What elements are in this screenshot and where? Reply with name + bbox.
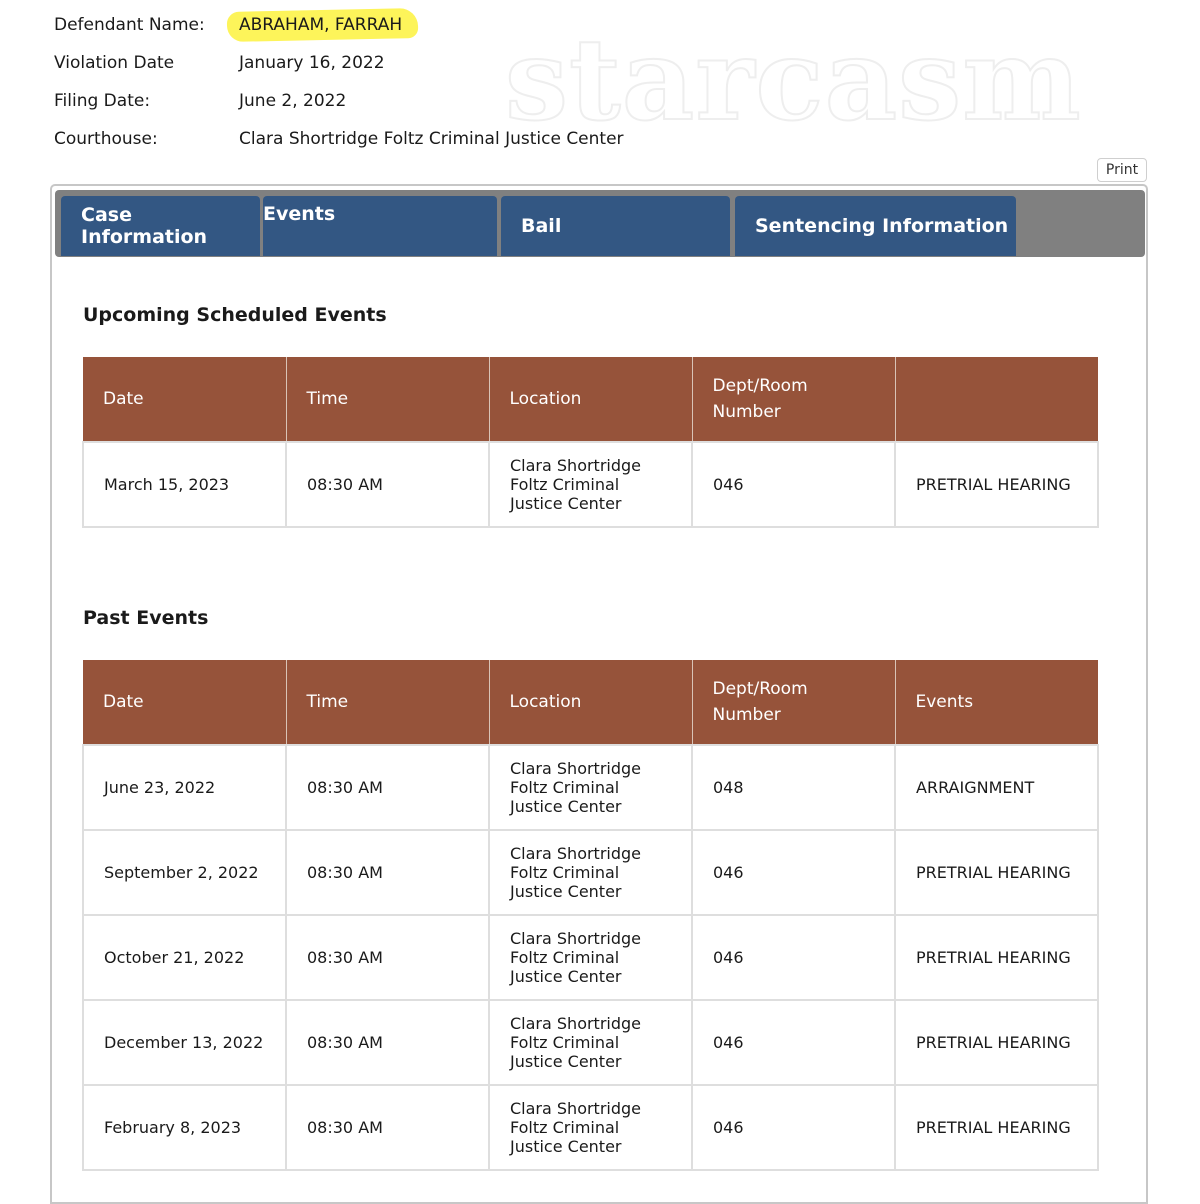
event-date: September 2, 2022	[83, 830, 286, 915]
past-events-title: Past Events	[83, 607, 209, 629]
event-date: December 13, 2022	[83, 1000, 286, 1085]
column-header-event	[895, 357, 1098, 442]
event-type: PRETRIAL HEARING	[895, 1000, 1098, 1085]
tab-events-label: Events	[263, 203, 336, 225]
event-time: 08:30 AM	[286, 1085, 489, 1170]
table-row	[83, 915, 1098, 1000]
print-button[interactable]: Print	[1097, 158, 1147, 182]
tab-sentencing-information[interactable]: Sentencing Information	[735, 196, 1016, 256]
event-type: PRETRIAL HEARING	[895, 915, 1098, 1000]
event-date-cell	[83, 442, 286, 527]
event-location: Clara Shortridge Foltz Criminal Justice Center	[489, 442, 692, 527]
event-location: Clara Shortridge Foltz Criminal Justice Center	[489, 830, 692, 915]
event-location: Clara Shortridge Foltz Criminal Justice Center	[489, 1085, 692, 1170]
table-row	[83, 1000, 1098, 1085]
event-date: October 21, 2022	[83, 915, 286, 1000]
column-header-time: Time	[286, 357, 489, 442]
event-type: PRETRIAL HEARING	[916, 475, 1071, 494]
defendant-value: ABRAHAM, FARRAH	[239, 15, 403, 35]
tab-bail[interactable]: Bail	[501, 196, 730, 256]
filing-date-label: Filing Date:	[54, 91, 151, 111]
event-dept: 046	[692, 1085, 895, 1170]
event-date-highlight	[98, 475, 235, 494]
event-dept: 046	[692, 442, 895, 527]
defendant-value-highlight	[233, 15, 408, 35]
event-time: 08:30 AM	[286, 442, 489, 527]
filing-date-value: June 2, 2022	[239, 91, 347, 111]
filing-date-row	[54, 82, 624, 120]
upcoming-events-table	[82, 357, 1099, 528]
event-dept: 046	[692, 915, 895, 1000]
column-header-location: Location	[489, 357, 692, 442]
courthouse-label: Courthouse:	[54, 129, 158, 149]
event-time: 08:30 AM	[286, 915, 489, 1000]
column-header-events: Events	[895, 660, 1098, 745]
upcoming-header-row	[83, 357, 1098, 442]
past-header-row	[83, 660, 1098, 745]
event-location: Clara Shortridge Foltz Criminal Justice Center	[489, 915, 692, 1000]
event-type: PRETRIAL HEARING	[895, 1085, 1098, 1170]
column-header-dept-room: Dept/Room Number	[692, 357, 895, 442]
defendant-label: Defendant Name:	[54, 15, 205, 35]
past-events-table	[82, 660, 1099, 1171]
event-location: Clara Shortridge Foltz Criminal Justice Center	[489, 1000, 692, 1085]
table-row	[83, 745, 1098, 830]
tab-case-information[interactable]: Case Information	[61, 196, 260, 256]
courthouse-row	[54, 120, 624, 158]
violation-date-row	[54, 44, 624, 82]
table-row	[83, 442, 1098, 527]
violation-date-value: January 16, 2022	[239, 53, 385, 73]
column-header-date: Date	[83, 357, 286, 442]
event-dept: 046	[692, 1000, 895, 1085]
violation-date-label: Violation Date	[54, 53, 175, 73]
column-header-time: Time	[286, 660, 489, 745]
event-time: 08:30 AM	[286, 745, 489, 830]
event-date: June 23, 2022	[83, 745, 286, 830]
event-type-cell	[895, 442, 1098, 527]
tab-events[interactable]	[263, 196, 497, 256]
event-date: February 8, 2023	[83, 1085, 286, 1170]
event-type-highlight	[910, 475, 1077, 494]
column-header-location: Location	[489, 660, 692, 745]
case-summary	[54, 6, 624, 158]
defendant-row	[54, 6, 624, 44]
starcasm-watermark: starcasm	[505, 15, 1082, 146]
courthouse-value: Clara Shortridge Foltz Criminal Justice Center	[239, 129, 624, 149]
table-row	[83, 830, 1098, 915]
event-date: March 15, 2023	[104, 475, 230, 494]
event-location: Clara Shortridge Foltz Criminal Justice Center	[489, 745, 692, 830]
table-row	[83, 1085, 1098, 1170]
event-time: 08:30 AM	[286, 830, 489, 915]
column-header-dept-room: Dept/Room Number	[692, 660, 895, 745]
event-dept: 046	[692, 830, 895, 915]
upcoming-events-title: Upcoming Scheduled Events	[83, 304, 387, 326]
event-type: PRETRIAL HEARING	[895, 830, 1098, 915]
event-dept: 048	[692, 745, 895, 830]
event-type: ARRAIGNMENT	[895, 745, 1098, 830]
event-time: 08:30 AM	[286, 1000, 489, 1085]
column-header-date: Date	[83, 660, 286, 745]
